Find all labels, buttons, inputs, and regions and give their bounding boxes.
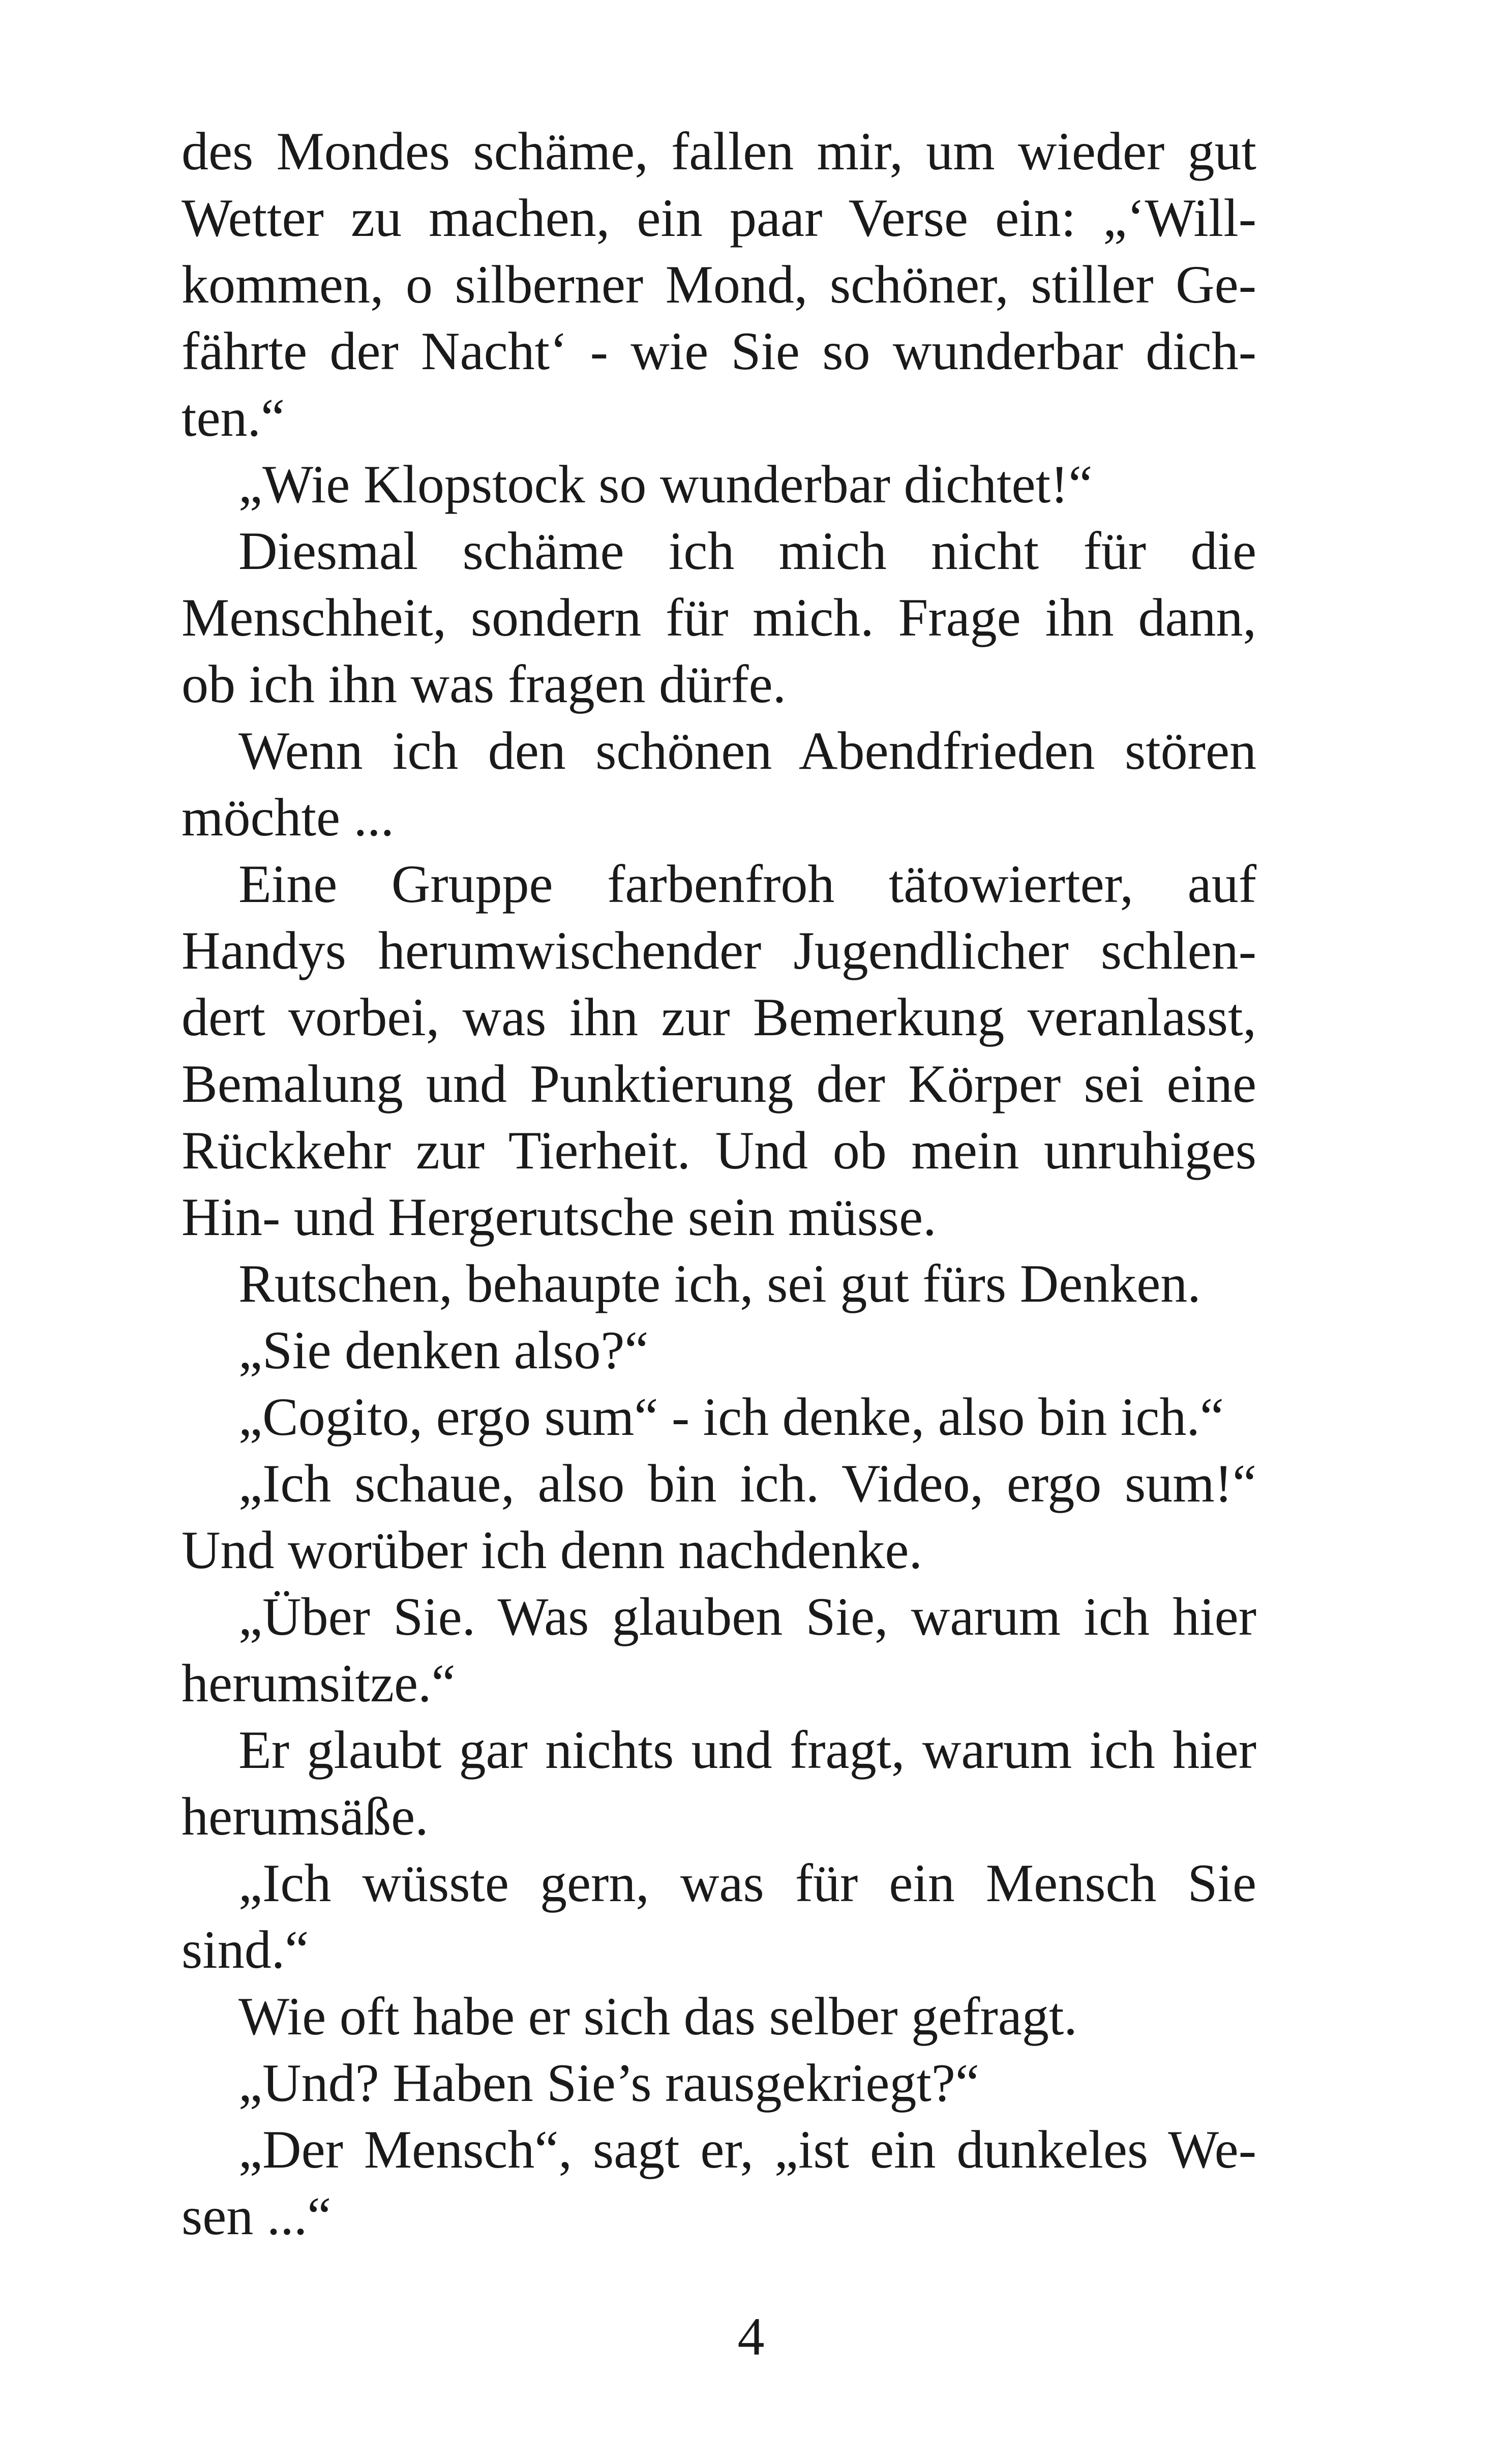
text-line: Diesmal schäme ich mich nicht für die bbox=[238, 521, 1256, 581]
page-body-text bbox=[182, 118, 1256, 2249]
text-line: herumsäße. bbox=[182, 1787, 429, 1846]
text-line: ob ich ihn was fragen dürfe. bbox=[182, 654, 787, 714]
text-line: „Sie denken also?“ bbox=[238, 1320, 649, 1380]
text-line: sind.“ bbox=[182, 1920, 309, 1979]
text-line: ten.“ bbox=[182, 388, 285, 447]
text-line: „Ich wüsste gern, was für ein Mensch Sie bbox=[238, 1853, 1256, 1913]
text-line: Wenn ich den schönen Abendfrieden stören bbox=[238, 721, 1256, 780]
text-line: „Und? Haben Sie’s rausgekriegt?“ bbox=[238, 2053, 979, 2113]
text-line: sen ...“ bbox=[182, 2186, 332, 2246]
text-line: „Cogito, ergo sum“ - ich denke, also bin ich.“ bbox=[238, 1387, 1224, 1447]
text-line: Rückkehr zur Tierheit. Und ob mein unruhiges bbox=[182, 1121, 1256, 1180]
text-line: herumsitze.“ bbox=[182, 1654, 456, 1713]
text-line: kommen, o silberner Mond, schöner, stiller Ge- bbox=[182, 255, 1256, 314]
page-number: 4 bbox=[737, 2307, 765, 2366]
text-line: dert vorbei, was ihn zur Bemerkung veranlasst, bbox=[182, 987, 1256, 1047]
text-line: Wie oft habe er sich das selber gefragt. bbox=[238, 1987, 1077, 2046]
text-line: des Mondes schäme, fallen mir, um wieder gut bbox=[182, 122, 1256, 181]
text-line: fährte der Nacht‘ - wie Sie so wunderbar dich- bbox=[182, 321, 1256, 381]
text-line: Eine Gruppe farbenfroh tätowierter, auf bbox=[238, 854, 1256, 914]
text-line: Rutschen, behaupte ich, sei gut fürs Denken. bbox=[238, 1254, 1201, 1313]
text-line: Wetter zu machen, ein paar Verse ein: „‘Will- bbox=[182, 188, 1256, 248]
text-line: Handys herumwischender Jugendlicher schlen- bbox=[182, 921, 1256, 980]
text-line: Und worüber ich denn nachdenke. bbox=[182, 1520, 922, 1580]
text-line: „Ich schaue, also bin ich. Video, ergo sum!“ bbox=[238, 1454, 1256, 1513]
text-line: „Wie Klopstock so wunderbar dichtet!“ bbox=[238, 455, 1093, 514]
text-line: Er glaubt gar nichts und fragt, warum ich hier bbox=[238, 1720, 1256, 1780]
text-line: Bemalung und Punktierung der Körper sei eine bbox=[182, 1054, 1256, 1114]
text-line: möchte ... bbox=[182, 788, 394, 847]
text-line: „Der Mensch“, sagt er, „ist ein dunkeles We- bbox=[238, 2120, 1256, 2179]
text-line: „Über Sie. Was glauben Sie, warum ich hier bbox=[238, 1587, 1256, 1646]
text-line: Menschheit, sondern für mich. Frage ihn dann, bbox=[182, 588, 1256, 647]
text-line: Hin- und Hergerutsche sein müsse. bbox=[182, 1187, 937, 1247]
